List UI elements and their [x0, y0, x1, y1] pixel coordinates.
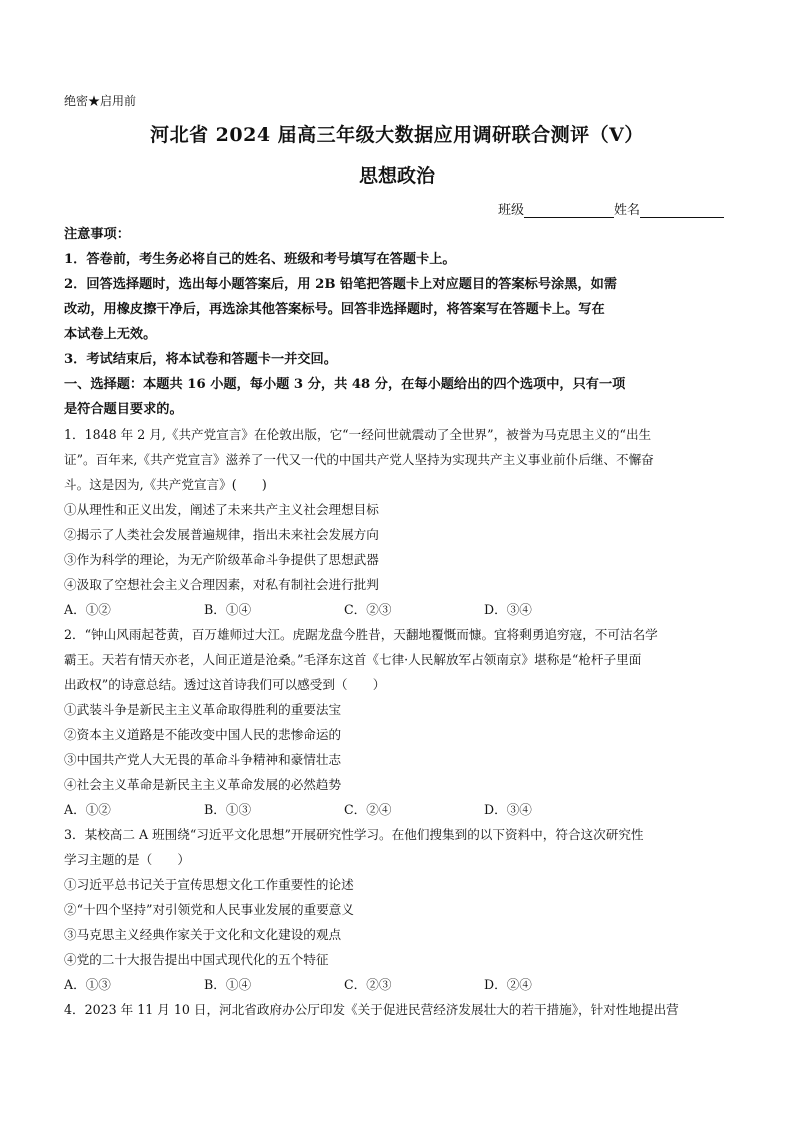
confidential-mark: 绝密★启用前 — [64, 94, 137, 108]
question-item: ①从理性和正义出发，阐述了未来共产主义社会理想目标 — [64, 502, 379, 517]
question-item: ④党的二十大报告提出中国式现代化的五个特征 — [64, 952, 329, 967]
question-stem: 1．1848 年 2 月,《共产党宣言》在伦敦出版，它“一经问世就震动了全世界”，被誉为马克思主义的“出生 — [64, 427, 652, 442]
question-item: ②“十四个坚持”对引领党和人民事业发展的重要意义 — [64, 902, 354, 917]
question-stem: 证”。百年来,《共产党宣言》滋养了一代又一代的中国共产党人坚持为实现共产主义事业前仆后继、不懈奋 — [64, 452, 654, 467]
option-c[interactable]: C．②③ — [344, 602, 392, 617]
option-a[interactable]: A．①② — [64, 802, 111, 817]
question-item: ②资本主义道路是不能改变中国人民的悲惨命运的 — [64, 727, 342, 742]
notice-line: 1．答卷前，考生务必将自己的姓名、班级和考号填写在答题卡上。 — [64, 252, 456, 267]
section-heading: 是符合题目要求的。 — [64, 402, 183, 417]
question-stem: 3．某校高二 A 班围绕“习近平文化思想”开展研究性学习。在他们搜集到的以下资料中，符合这次研究性 — [64, 827, 644, 842]
question-stem: 2．“钟山风雨起苍黄，百万雄师过大江。虎踞龙盘今胜昔，天翻地覆慨而慷。宜将剩勇追穷寇，不可沽名学 — [64, 627, 658, 642]
question-4 — [64, 997, 732, 1022]
option-d[interactable]: D．②④ — [484, 977, 532, 992]
option-b[interactable]: B．①③ — [204, 802, 252, 817]
name-label: 姓名 — [614, 203, 641, 218]
option-d[interactable]: D．③④ — [484, 802, 532, 817]
question-item: ①习近平总书记关于宣传思想文化工作重要性的论述 — [64, 877, 354, 892]
exam-title: 河北省 2024 届高三年级大数据应用调研联合测评（Ⅴ） — [150, 124, 644, 146]
question-3 — [64, 822, 732, 997]
exam-body — [64, 222, 732, 1022]
question-1 — [64, 422, 732, 622]
question-item: ②揭示了人类社会发展普遍规律，指出未来社会发展方向 — [64, 527, 379, 542]
question-stem: 4．2023 年 11 月 10 日，河北省政府办公厅印发《关于促进民营经济发展壮大的若干措施》，针对性地提出营 — [64, 1002, 679, 1017]
question-stem: 学习主题的是（ ） — [64, 852, 190, 867]
option-b[interactable]: B．①④ — [204, 602, 252, 617]
question-2 — [64, 622, 732, 822]
option-c[interactable]: C．②④ — [344, 802, 392, 817]
class-label: 班级 — [498, 203, 525, 218]
option-a[interactable]: A．①② — [64, 602, 111, 617]
question-item: ③马克思主义经典作家关于文化和文化建设的观点 — [64, 927, 342, 942]
question-item: ④社会主义革命是新民主主义革命发展的必然趋势 — [64, 777, 342, 792]
question-item: ④汲取了空想社会主义合理因素，对私有制社会进行批判 — [64, 577, 379, 592]
option-a[interactable]: A．①③ — [64, 977, 111, 992]
option-b[interactable]: B．①④ — [204, 977, 252, 992]
notice-line: 2．回答选择题时，选出每小题答案后，用 2B 铅笔把答题卡上对应题目的答案标号涂黑，如需 — [64, 277, 617, 292]
question-stem: 斗。这是因为,《共产党宣言》( ) — [64, 477, 267, 492]
class-blank[interactable] — [524, 203, 614, 218]
option-c[interactable]: C．②③ — [344, 977, 392, 992]
notice-line: 改动，用橡皮擦干净后，再选涂其他答案标号。回答非选择题时，将答案写在答题卡上。写在 — [64, 302, 605, 317]
notice-heading: 注意事项： — [64, 227, 130, 242]
notice-line: 本试卷上无效。 — [64, 327, 157, 342]
subject-title: 思想政治 — [358, 165, 435, 187]
answer-options — [64, 972, 732, 997]
answer-options — [64, 797, 732, 822]
question-item: ①武装斗争是新民主主义革命取得胜利的重要法宝 — [64, 702, 342, 717]
section-heading: 一、选择题：本题共 16 小题，每小题 3 分，共 48 分，在每小题给出的四个选项中，只有一项 — [64, 377, 626, 392]
name-blank[interactable] — [640, 203, 724, 218]
student-info — [498, 199, 724, 218]
question-item: ③作为科学的理论，为无产阶级革命斗争提供了思想武器 — [64, 552, 379, 567]
question-stem: 霸王。天若有情天亦老，人间正道是沧桑。”毛泽东这首《七律·人民解放军占领南京》堪称是“枪杆子里面 — [64, 652, 642, 667]
answer-options — [64, 597, 732, 622]
question-stem: 出政权”的诗意总结。透过这首诗我们可以感受到（ ） — [64, 677, 386, 692]
option-d[interactable]: D．③④ — [484, 602, 532, 617]
notice-line: 3．考试结束后，将本试卷和答题卡一并交回。 — [64, 352, 337, 367]
question-item: ③中国共产党人大无畏的革命斗争精神和豪情壮志 — [64, 752, 342, 767]
